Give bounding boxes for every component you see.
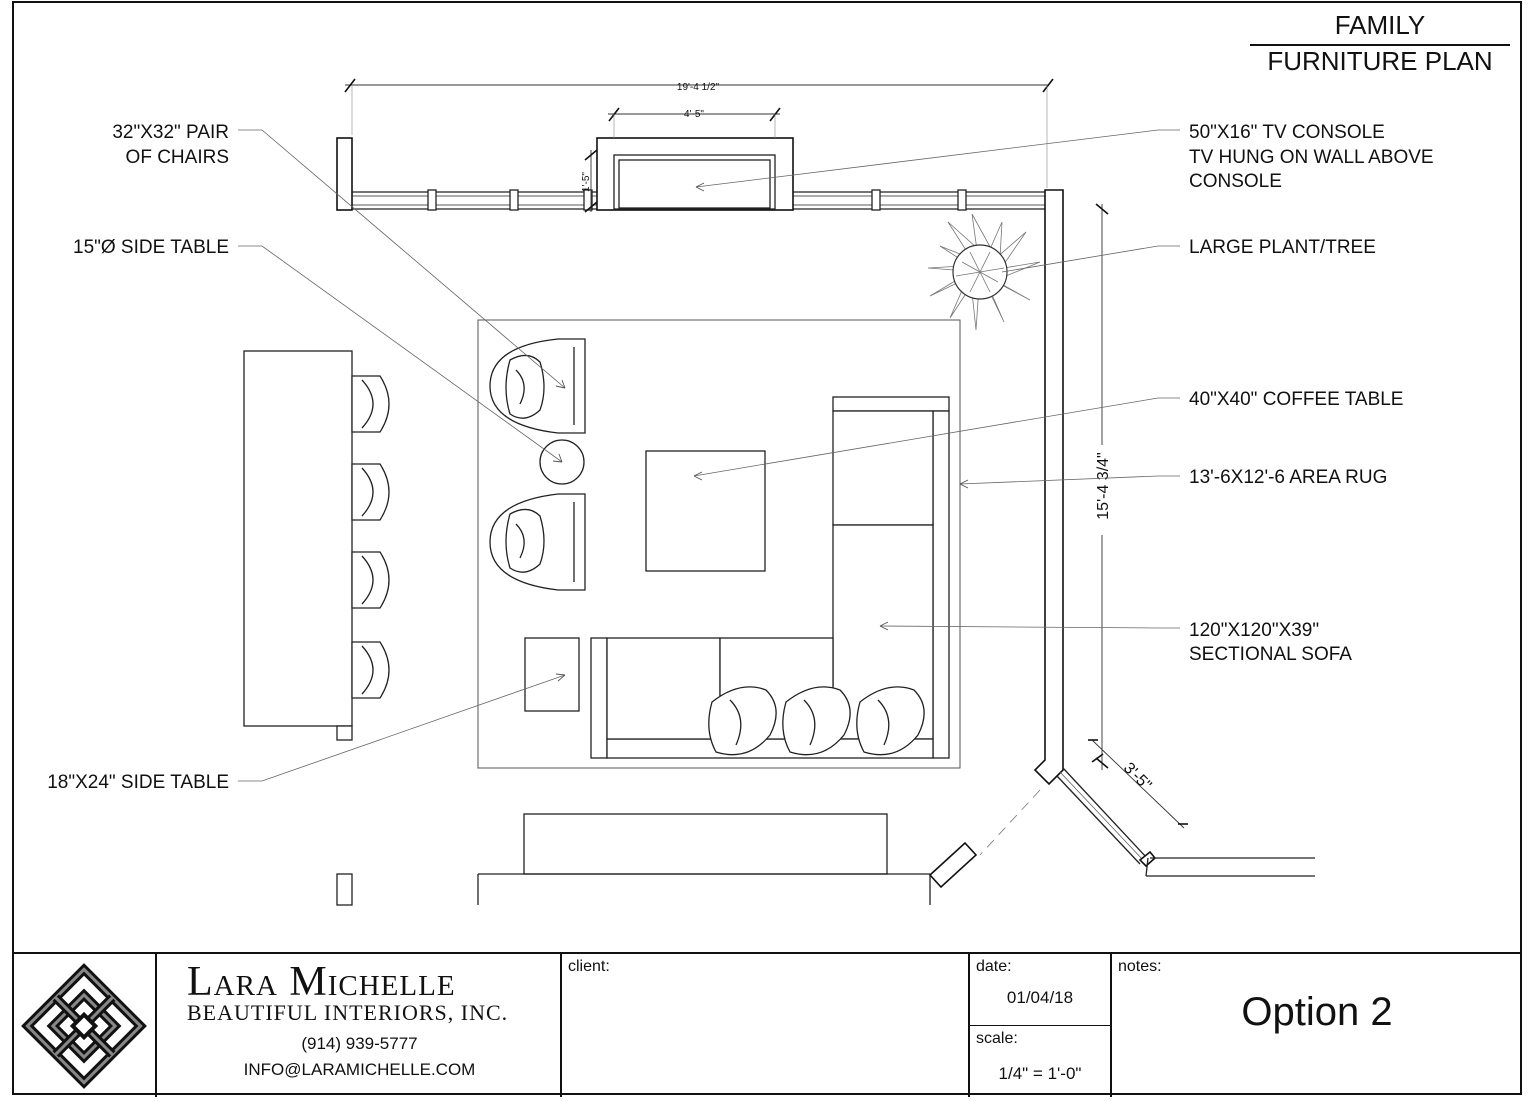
notes-value: Option 2 (1241, 990, 1393, 1034)
label-sofa-line1: 120"X120"X39" (1189, 620, 1320, 641)
date-scale-divider (970, 1025, 1110, 1026)
label-rect-side-table: 18"X24" SIDE TABLE (47, 772, 229, 793)
label-plant: LARGE PLANT/TREE (1189, 237, 1376, 258)
sectional-sofa (591, 397, 949, 758)
dim-overall-width-text: 19'-4 1/2" (676, 82, 720, 93)
bar-stools (352, 376, 389, 698)
company-name: Lara Michelle (187, 959, 456, 1005)
label-round-side-table: 15"Ø SIDE TABLE (73, 237, 229, 258)
label-tv-line2: TV HUNG ON WALL ABOVE (1189, 147, 1434, 168)
notes-cell (1110, 954, 1520, 1097)
label-chairs-line2: OF CHAIRS (125, 147, 229, 168)
large-plant (928, 214, 1040, 330)
dim-console-depth-text: 1'-5" (581, 172, 592, 192)
rect-side-table (525, 638, 579, 711)
coffee-table (646, 451, 765, 571)
client-cell (560, 954, 968, 1097)
title-block (12, 952, 1522, 1097)
label-sofa-line2: SECTIONAL SOFA (1189, 644, 1352, 665)
notes-label: notes: (1118, 958, 1162, 975)
dim-console-width-text: 4'-5" (684, 109, 704, 120)
company-subtitle: BEAUTIFUL INTERIORS, INC. (187, 1000, 509, 1025)
chair-bottom (490, 494, 585, 590)
label-rug: 13'-6X12'-6 AREA RUG (1189, 467, 1388, 488)
client-label: client: (568, 958, 610, 975)
dim-angled-wall-text: 3'-5" (1119, 759, 1155, 795)
dimension-console-width (608, 108, 780, 138)
company-cell (155, 954, 560, 1097)
label-chairs-line1: 32"X32" PAIR (112, 122, 229, 143)
scale-label: scale: (976, 1030, 1018, 1047)
company-phone: (914) 939-5777 (301, 1034, 418, 1053)
dim-room-depth-text: 15'-4 3/4" (1095, 452, 1112, 520)
date-label: date: (976, 958, 1012, 975)
company-logo (12, 954, 155, 1097)
bottom-walls (337, 814, 930, 905)
logo-cell (12, 954, 155, 1097)
title-line-1: FAMILY (1334, 10, 1426, 40)
tv-console (614, 155, 775, 209)
label-coffee-table: 40"X40" COFFEE TABLE (1189, 389, 1404, 410)
date-value: 01/04/18 (1006, 988, 1074, 1007)
title-line-2: FURNITURE PLAN (1267, 46, 1493, 76)
dimension-room-depth (1090, 204, 1114, 770)
dimension-angled-wall (1088, 740, 1188, 828)
company-email: INFO@LARAMICHELLE.COM (243, 1060, 476, 1079)
kitchen-island (244, 351, 352, 740)
scale-value: 1/4" = 1'-0" (998, 1064, 1082, 1083)
label-tv-line1: 50"X16" TV CONSOLE (1189, 122, 1385, 143)
chair-top (490, 339, 585, 433)
label-tv-line3: CONSOLE (1189, 171, 1282, 192)
date-scale-cell (968, 954, 1110, 1097)
